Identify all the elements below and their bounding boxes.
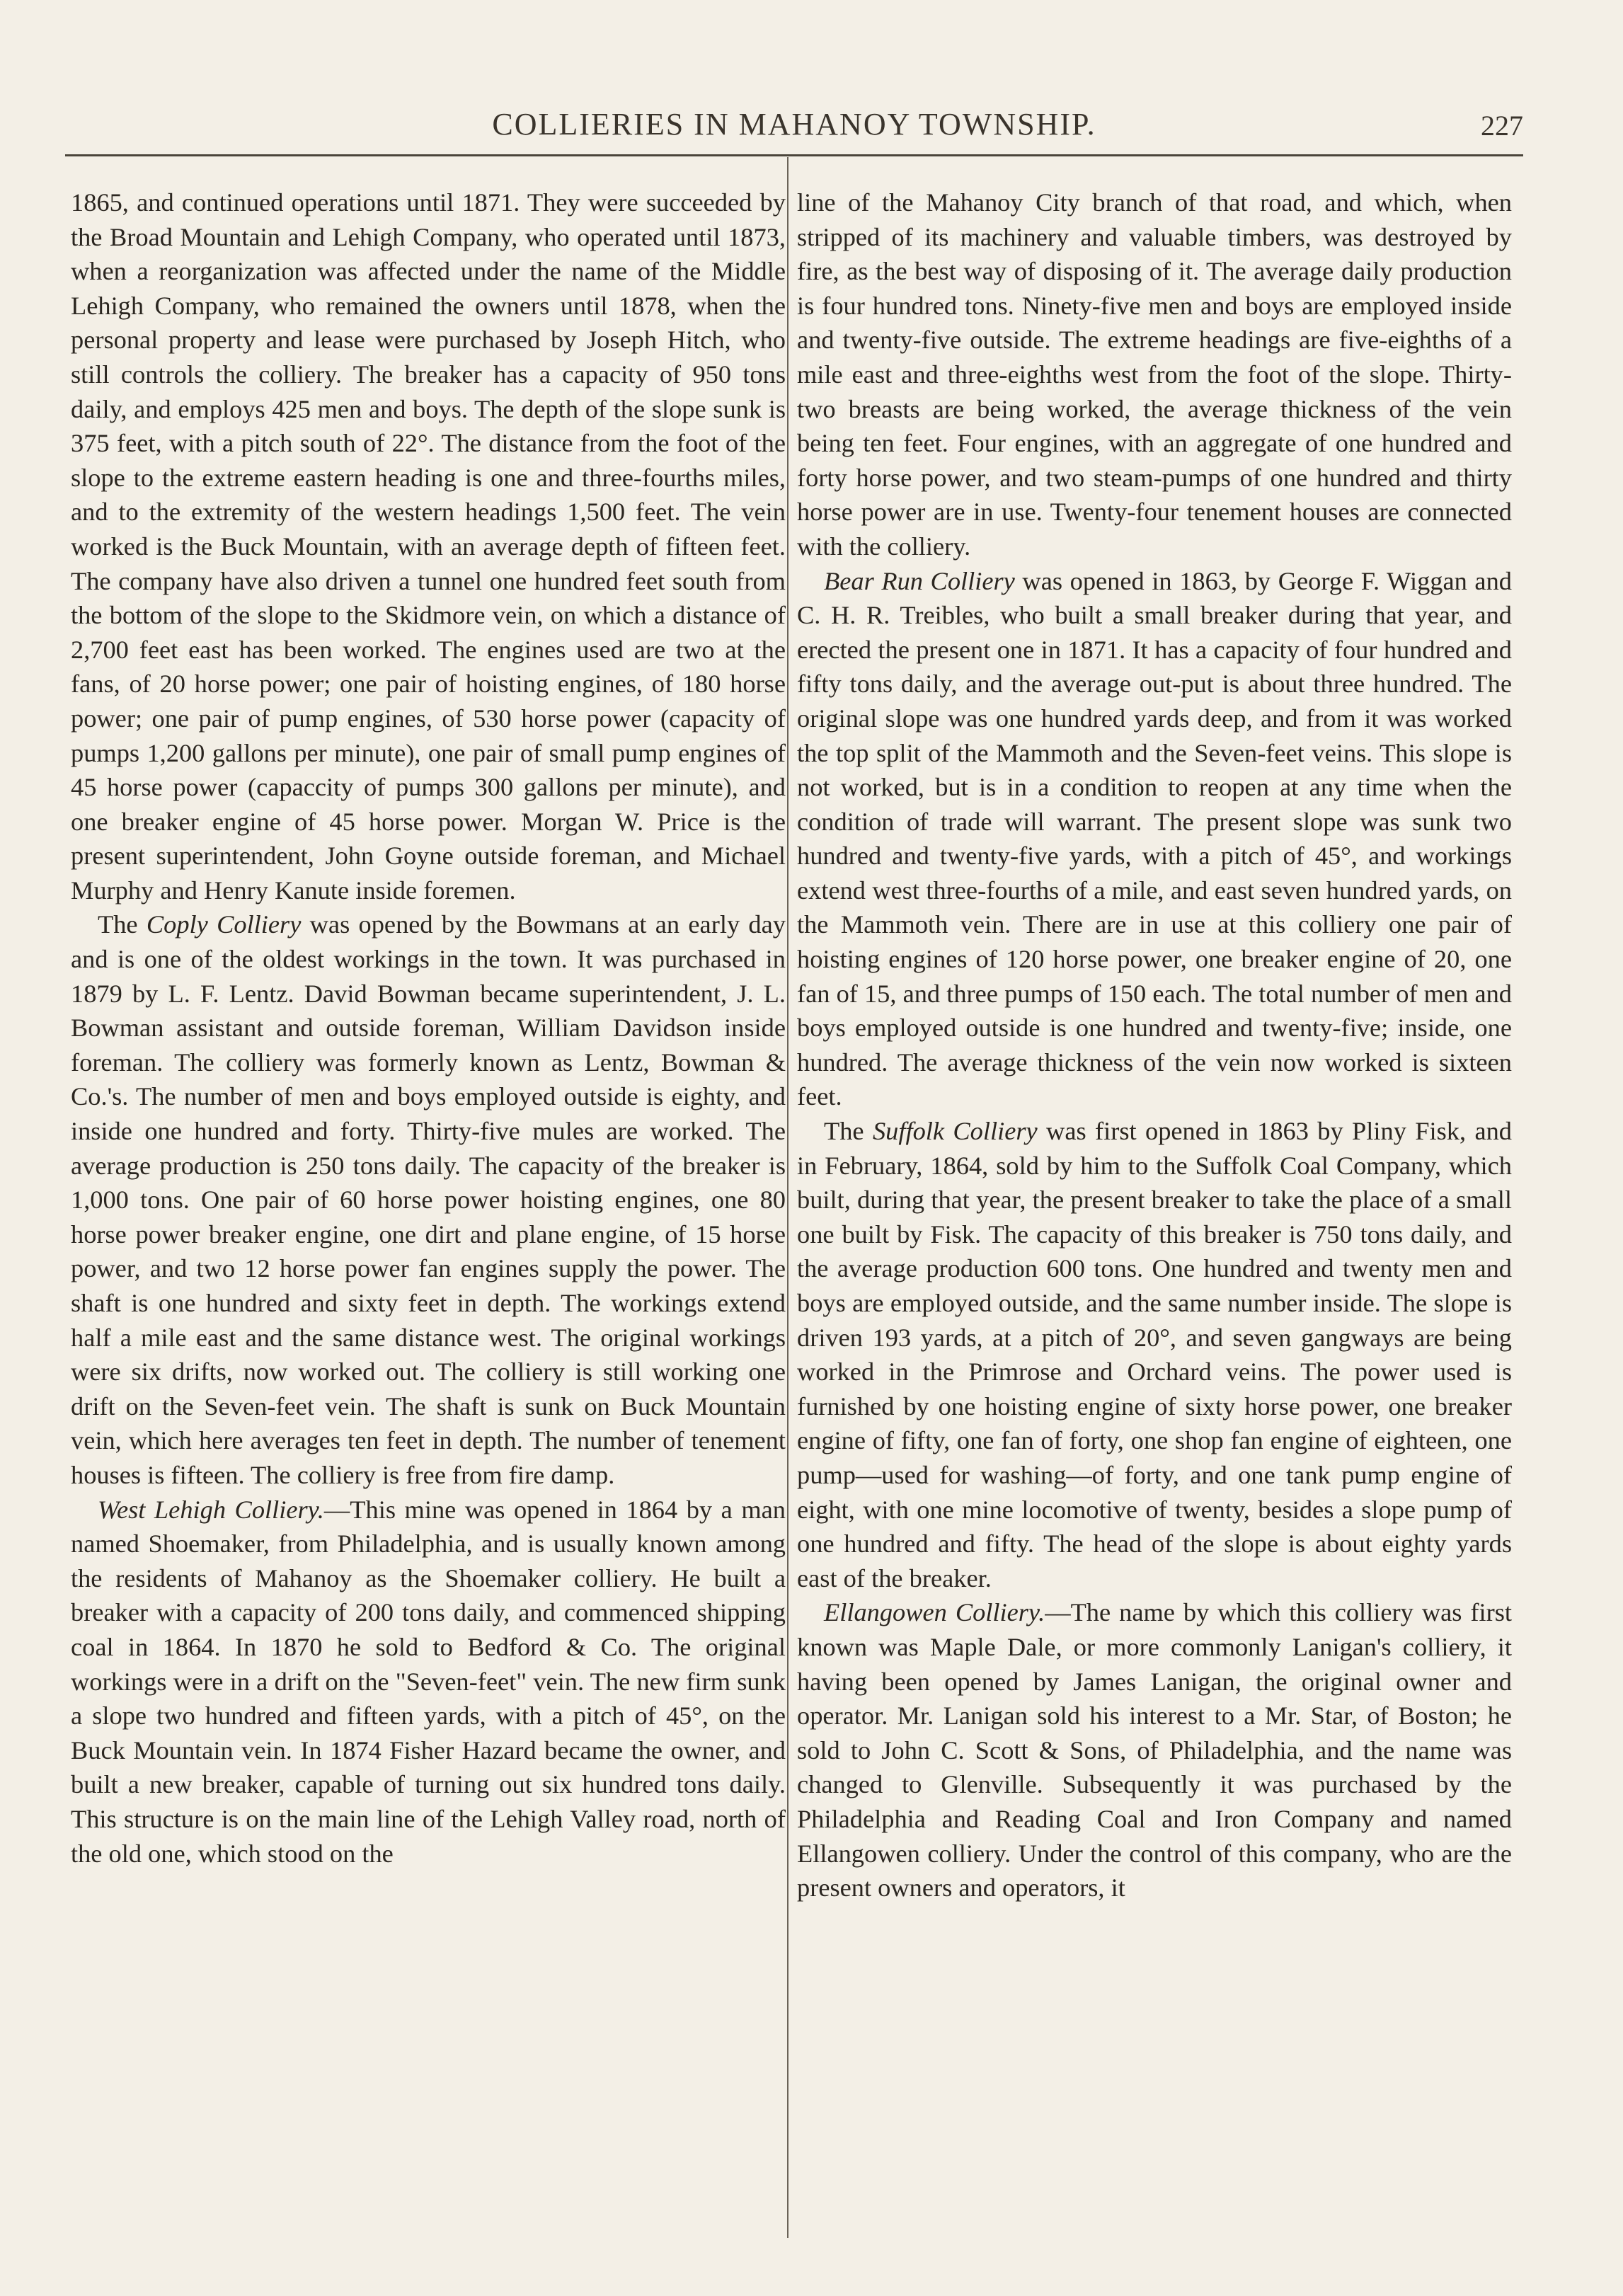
colliery-name-coply: Coply Colliery (146, 910, 302, 939)
paragraph-coply-colliery (71, 907, 786, 1492)
colliery-name-west-lehigh: West Lehigh Colliery. (98, 1495, 324, 1524)
running-title: COLLIERIES IN MAHANOY TOWNSHIP. (492, 107, 1096, 142)
left-column (71, 185, 786, 1871)
column-divider (787, 157, 788, 2238)
text-segment: The (824, 1117, 873, 1146)
colliery-name-ellangowen: Ellangowen Colliery. (824, 1598, 1045, 1627)
paragraph-continued: 1865, and continued operations until 1871. They were succeeded by the Broad Mountain and Lehigh Company, who operated until 1873, when a reorganization was affected under the name of the Middle Lehigh Company, who remained the owners until 1878, when the personal property and lease were purchased by Joseph Hitch, who still controls the colliery. The breaker has a capacity of 950 tons daily, and employs 425 men and boys. The depth of the slope sunk is 375 feet, with a pitch south of 22°. The distance from the foot of the slope to the extreme eastern heading is one and three-fourths miles, and to the extremity of the western headings 1,500 feet. The vein worked is the Buck Mountain, with an average depth of fifteen feet. The company have also driven a tunnel one hundred feet south from the bottom of the slope to the Skidmore vein, on which a distance of 2,700 feet east has been worked. The engines used are two at the fans, of 20 horse power; one pair of hoisting engines, of 180 horse power; one pair of pump engines, of 530 horse power (capacity of pumps 1,200 gallons per minute), one pair of small pump engines of 45 horse power (capaccity of pumps 300 gallons per minute), and one breaker engine of 45 horse power. Morgan W. Price is the present superintendent, John Goyne outside foreman, and Michael Murphy and Henry Kanute inside foremen. (71, 188, 786, 905)
colliery-name-bear-run: Bear Run Colliery (824, 566, 1015, 595)
text-segment: —This mine was opened in 1864 by a man named Shoemaker, from Philadelphia, and is usually known among the residents of Mahanoy as the Shoemaker colliery. He built a breaker with a capacity of 200 tons daily, and commenced shipping coal in 1864. In 1870 he sold to Bedford & Co. The original workings were in a drift on the "Seven-feet" vein. The new firm sunk a slope two hundred and fifteen yards, with a pitch of 45°, on the Buck Mountain vein. In 1874 Fisher Hazard became the owner, and built a new breaker, capable of turning out six hundred tons daily. This structure is on the main line of the Lehigh Valley road, north of the old one, which stood on the (71, 1495, 786, 1868)
paragraph-bear-run-colliery (797, 564, 1512, 1115)
colliery-name-suffolk: Suffolk Colliery (872, 1117, 1038, 1146)
text-segment: The (98, 910, 147, 939)
page-header (65, 99, 1523, 149)
paragraph-ellangowen-colliery (797, 1595, 1512, 1905)
page-number: 227 (1481, 110, 1523, 142)
text-segment: was first opened in 1863 by Pliny Fisk, and in February, 1864, sold by him to the Suffolk Coal Company, which built, during that year, the present breaker to take the place of a small one built by Fisk. The capacity of this breaker is 750 tons daily, and the average production 600 tons. One hundred and twenty men and boys are employed outside, and the same number inside. The slope is driven 193 yards, at a pitch of 20°, and seven gangways are being worked in the Primrose and Orchard veins. The power used is furnished by one hoisting engine of sixty horse power, one breaker engine of fifty, one fan of forty, one shop fan engine of eighteen, one pump—used for washing—of forty, and one tank pump engine of eight, with one mine locomotive of twenty, besides a slope pump of one hundred and fifty. The head of the slope is about eighty yards east of the breaker. (797, 1117, 1512, 1592)
text-segment: —The name by which this colliery was first known was Maple Dale, or more commonly Lanigan's colliery, it having been opened by James Lanigan, the original owner and operator. Mr. Lanigan sold his interest to a Mr. Star, of Boston; he sold to John C. Scott & Sons, of Philadelphia, and the name was changed to Glenville. Subsequently it was purchased by the Philadelphia and Reading Coal and Iron Company and named Ellangowen colliery. Under the control of this company, who are the present owners and operators, it (797, 1598, 1512, 1902)
text-segment: was opened by the Bowmans at an early day and is one of the oldest workings in the town. It was purchased in 1879 by L. F. Lentz. David Bowman became superintendent, J. L. Bowman assistant and outside foreman, William Davidson inside foreman. The colliery was formerly known as Lentz, Bowman & Co.'s. The number of men and boys employed outside is eighty, and inside one hundred and forty. Thirty-five mules are worked. The average production is 250 tons daily. The capacity of the breaker is 1,000 tons. One pair of 60 horse power hoisting engines, one 80 horse power breaker engine, one dirt and plane engine, of 15 horse power, and two 12 horse power fan engines supply the power. The shaft is one hundred and sixty feet in depth. The workings extend half a mile east and the same distance west. The original workings were six drifts, now worked out. The colliery is still working one drift on the Seven-feet vein. The shaft is sunk on Buck Mountain vein, which here averages ten feet in depth. The number of tenement houses is fifteen. The colliery is free from fire damp. (71, 910, 786, 1489)
paragraph-continued-right: line of the Mahanoy City branch of that road, and which, when stripped of its machinery and valuable timbers, was destroyed by fire, as the best way of disposing of it. The average daily production is four hundred tons. Ninety-five men and boys are employed inside and twenty-five outside. The extreme headings are five-eighths of a mile east and three-eighths west from the foot of the slope. Thirty-two breasts are being worked, the average thickness of the vein being ten feet. Four engines, with an aggregate of one hundred and forty horse power, and two steam-pumps of one hundred and thirty horse power are in use. Twenty-four tenement houses are connected with the colliery. (797, 188, 1512, 561)
paragraph-west-lehigh-colliery (71, 1493, 786, 1871)
right-column (797, 185, 1512, 1905)
text-segment: was opened in 1863, by George F. Wiggan and C. H. R. Treibles, who built a small breaker during that year, and erected the present one in 1871. It has a capacity of four hundred and fifty tons daily, and the average out-put is about three hundred. The original slope was one hundred yards deep, and from it was worked the top split of the Mammoth and the Seven-feet veins. This slope is not worked, but is in a condition to reopen at any time when the condition of trade will warrant. The present slope was sunk two hundred and twenty-five yards, with a pitch of 45°, and workings extend west three-fourths of a mile, and east seven hundred yards, on the Mammoth vein. There are in use at this colliery one pair of hoisting engines of 120 horse power, one breaker engine of 20, one fan of 15, and three pumps of 150 each. The total number of men and boys employed outside is one hundred and twenty-five; inside, one hundred. The average thickness of the vein now worked is sixteen feet. (797, 566, 1512, 1111)
header-rule (65, 154, 1523, 156)
paragraph-suffolk-colliery (797, 1114, 1512, 1595)
